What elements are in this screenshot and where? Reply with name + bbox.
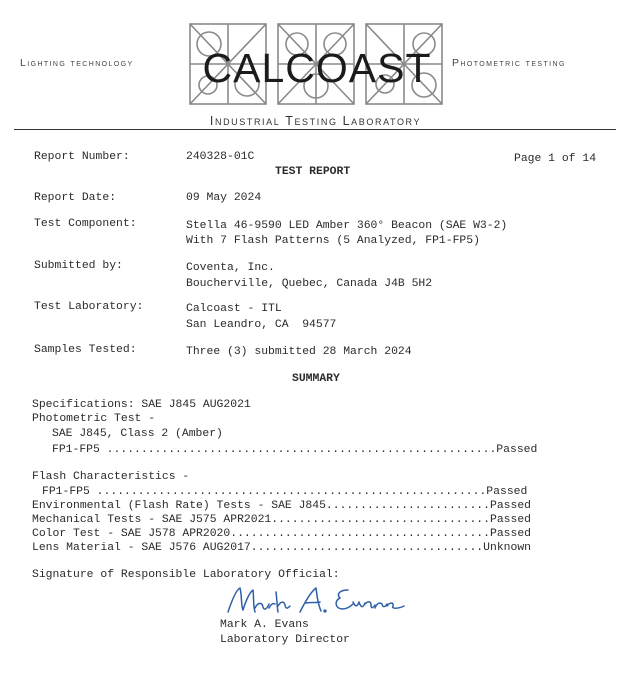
photometric-result-line: FP1-FP5 .........................................................Passed xyxy=(52,444,538,456)
page-number: Page 1 of 14 xyxy=(514,153,597,165)
flash-characteristics-heading: Flash Characteristics - xyxy=(32,471,190,483)
specifications: Specifications: SAE J845 AUG2021 xyxy=(32,399,251,411)
mechanical-result-line: Mechanical Tests - SAE J575 APR2021................................Passed xyxy=(32,514,531,526)
report-date-label: Report Date: xyxy=(34,192,117,204)
report-number: 240328-01C xyxy=(186,151,255,163)
signatory-title: Laboratory Director xyxy=(220,634,350,646)
environmental-result-line: Environmental (Flash Rate) Tests - SAE J845........................Passed xyxy=(32,500,531,512)
test-laboratory-label: Test Laboratory: xyxy=(34,301,144,313)
color-result-line: Color Test - SAE J578 APR2020......................................Passed xyxy=(32,528,531,540)
submitted-by-line2: Boucherville, Quebec, Canada J4B 5H2 xyxy=(186,278,433,290)
flash-result-line: FP1-FP5 .........................................................Passed xyxy=(42,486,528,498)
samples-tested-label: Samples Tested: xyxy=(34,344,137,356)
letterhead-left-tagline: Lighting technology xyxy=(20,57,134,69)
photometric-test-heading: Photometric Test - xyxy=(32,413,156,425)
photometric-test-class: SAE J845, Class 2 (Amber) xyxy=(52,428,223,440)
laboratory-name: Industrial Testing Laboratory xyxy=(209,114,422,128)
report-date: 09 May 2024 xyxy=(186,192,262,204)
samples-tested: Three (3) submitted 28 March 2024 xyxy=(186,346,412,358)
submitted-by-line1: Coventa, Inc. xyxy=(186,262,275,274)
lens-result-line: Lens Material - SAE J576 AUG2017..................................Unknown xyxy=(32,542,531,554)
summary-heading: SUMMARY xyxy=(292,373,340,385)
signature-label: Signature of Responsible Laboratory Official: xyxy=(32,569,340,581)
test-report-heading: TEST REPORT xyxy=(275,166,351,178)
test-component-label: Test Component: xyxy=(34,218,137,230)
test-laboratory-line1: Calcoast - ITL xyxy=(186,303,282,315)
report-number-label: Report Number: xyxy=(34,151,130,163)
submitted-by-label: Submitted by: xyxy=(34,260,123,272)
letterhead-right-tagline: photometric testing xyxy=(452,57,566,69)
signatory-name: Mark A. Evans xyxy=(220,619,309,631)
test-component-line2: With 7 Flash Patterns (5 Analyzed, FP1-FP5) xyxy=(186,235,480,247)
test-laboratory-line2: San Leandro, CA 94577 xyxy=(186,319,337,331)
test-component-line1: Stella 46-9590 LED Amber 360° Beacon (SAE W3-2) xyxy=(186,220,508,232)
header-divider xyxy=(14,129,616,130)
calcoast-logo xyxy=(188,22,446,106)
logo-wordmark: CALCOAST xyxy=(202,45,432,91)
handwritten-signature xyxy=(222,582,412,622)
